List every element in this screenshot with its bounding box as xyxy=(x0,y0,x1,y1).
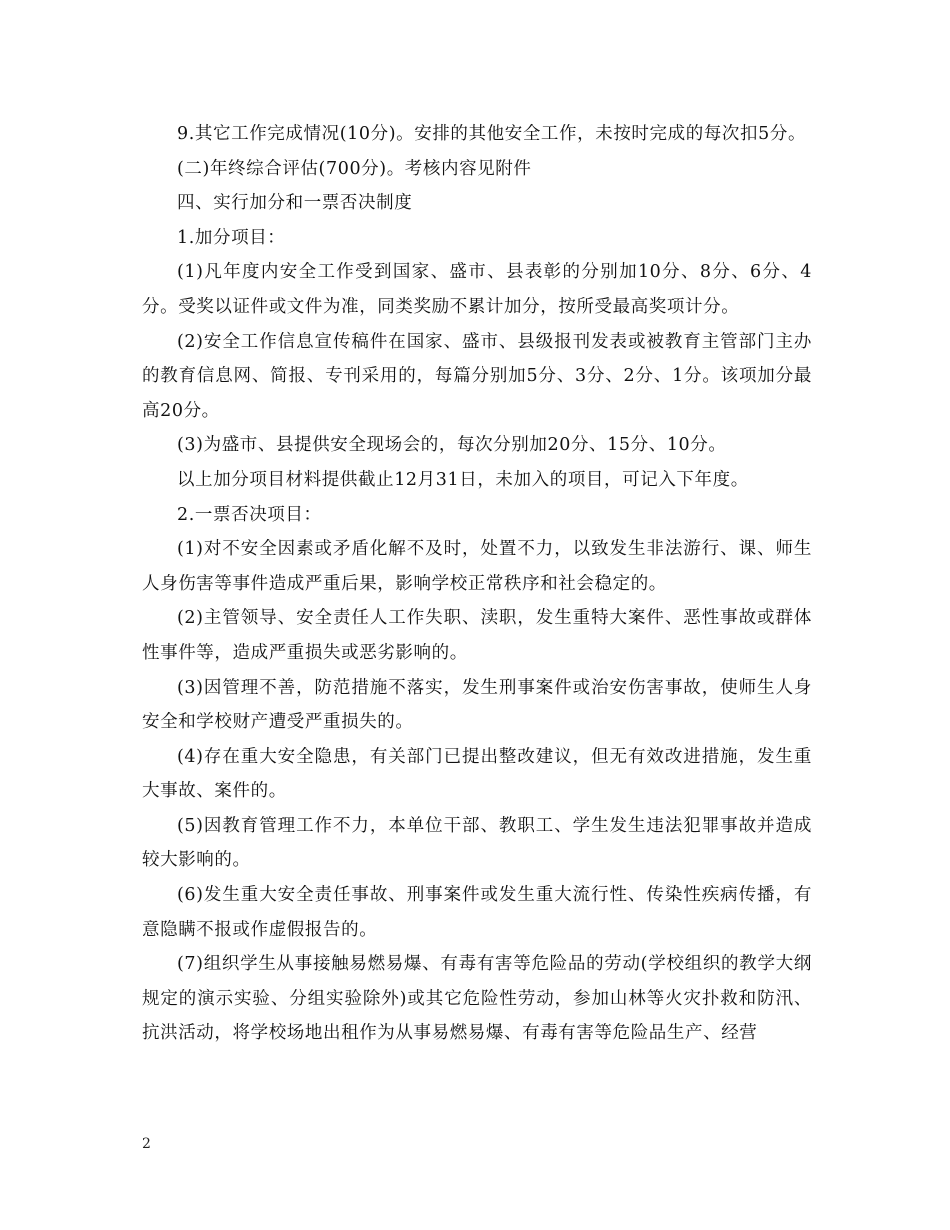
paragraph-veto-6: (6)发生重大安全责任事故、刑事案件或发生重大流行性、传染性疾病传播，有意隐瞒不报或作虚假报告的。 xyxy=(142,885,812,940)
paragraph-annual-evaluation: (二)年终综合评估(700分)。考核内容见附件 xyxy=(177,158,532,179)
section-heading-bonus-veto: 四、实行加分和一票否决制度 xyxy=(177,193,413,214)
paragraph-bonus-3: (3)为盛市、县提供安全现场会的，每次分别加20分、15分、10分。 xyxy=(177,435,727,456)
document-body xyxy=(142,117,812,1051)
subheading-veto-items: 2.一票否决项目： xyxy=(177,504,322,525)
paragraph-item-9-other-work: 9.其它工作完成情况(10分)。安排的其他安全工作，未按时完成的每次扣5分。 xyxy=(177,124,807,144)
paragraph-veto-5: (5)因教育管理工作不力，本单位干部、教职工、学生发生违法犯罪事故并造成较大影响的。 xyxy=(142,815,812,871)
paragraph-veto-1: (1)对不安全因素或矛盾化解不及时，处置不力，以致发生非法游行、课、师生人身伤害等事件造成严重后果，影响学校正常秩序和社会稳定的。 xyxy=(142,539,812,594)
page-number: 2 xyxy=(142,1136,151,1152)
paragraph-veto-4: (4)存在重大安全隐患，有关部门已提出整改建议，但无有效改进措施，发生重大事故、案件的。 xyxy=(142,746,812,802)
paragraph-veto-7: (7)组织学生从事接触易燃易爆、有毒有害等危险品的劳动(学校组织的教学大纲规定的演示实验、分组实验除外)或其它危险性劳动，参加山林等火灾扑救和防汛、抗洪活动，将学校场地出租作为从事易燃易爆、有毒有害等危险品生产、经营 xyxy=(142,954,812,1044)
paragraph-bonus-deadline: 以上加分项目材料提供截止12月31日，未加入的项目，可记入下年度。 xyxy=(177,469,749,490)
paragraph-bonus-1: (1)凡年度内安全工作受到国家、盛市、县表彰的分别加10分、8分、6分、4分。受奖以证件或文件为准，同类奖励不累计加分，按所受最高奖项计分。 xyxy=(142,262,812,317)
paragraph-veto-3: (3)因管理不善，防范措施不落实，发生刑事案件或治安伤害事故，使师生人身安全和学校财产遭受严重损失的。 xyxy=(142,677,812,733)
subheading-bonus-items: 1.加分项目： xyxy=(177,227,286,248)
paragraph-bonus-2: (2)安全工作信息宣传稿件在国家、盛市、县级报刊发表或被教育主管部门主办的教育信息网、简报、专刊采用的，每篇分别加5分、3分、2分、1分。该项加分最高20分。 xyxy=(142,331,812,421)
paragraph-veto-2: (2)主管领导、安全责任人工作失职、渎职，发生重特大案件、恶性事故或群体性事件等，造成严重损失或恶劣影响的。 xyxy=(142,608,812,663)
